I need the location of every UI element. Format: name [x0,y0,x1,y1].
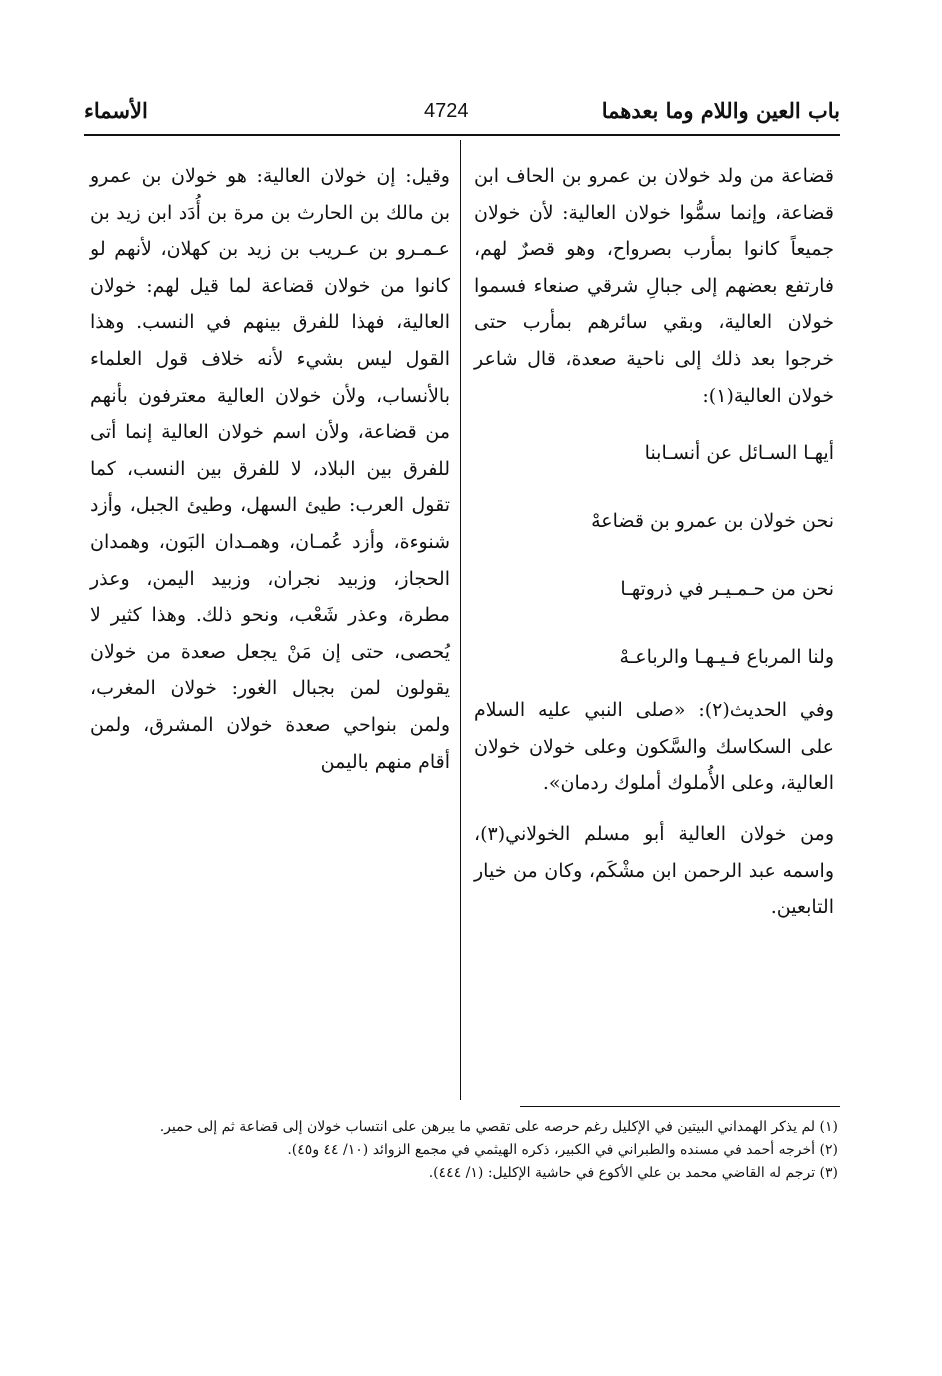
footnotes [88,1116,838,1185]
verse-line-1: أيهـا السـائل عن أنسـابنا [644,442,834,465]
footnote-3: (٣) ترجم له القاضي محمد بن علي الأكوع في حاشية الإكليل: (١/ ٤٤٤). [428,1165,838,1181]
right-paragraph-1: قضاعة من ولد خولان بن عمرو بن الحاف ابن قضاعة، وإنما سمُّوا خولان العالية: لأن خولان جميعاً كانوا بمأرب بصرواح، وهو قصرٌ لهم، فارتفع بعضهم إلى جبالِ شرقي صنعاء فسموا خولان العالية، وبقي سائرهم بمأرب حتى خرجوا بعد ذلك إلى ناحية صعدة، قال شاعر خولان العالية(١): [474,165,834,407]
right-paragraph-2: وفي الحديث(٢): «صلى النبي عليه السلام على السكاسك والسَّكون وعلى خولان خولان العالية، وعلى الأُملوك أملوك ردمان». [474,699,834,795]
page-number: 4724 [424,100,469,122]
running-header [84,98,840,130]
chapter-title: باب العين واللام وما بعدهما [601,98,840,123]
header-divider [84,134,840,136]
verse-line-3: نحن من حـمـيـر في ذروتهـا [620,578,834,601]
right-column [474,158,834,926]
footnote-1: (١) لم يذكر الهمداني البيتين في الإكليل رغم حرصه على تقصي ما يبرهن على انتساب خولان إلى قضاعة ثم إلى حمير. [159,1119,838,1135]
left-column [90,158,450,780]
footnote-2: (٢) أخرجه أحمد في مسنده والطبراني في الكبير، ذكره الهيثمي في مجمع الزوائد (١٠/ ٤٤ و٤٥). [287,1142,838,1158]
verse-line-2: نحن خولان بن عمرو بن قضاعهْ [591,510,834,533]
footnote-divider [520,1106,840,1107]
section-title: الأسماء [84,98,148,123]
column-divider [460,140,461,1100]
verse-line-4: ولنا المرباع فـيـهـا والرباعـهْ [619,646,834,669]
right-paragraph-3: ومن خولان العالية أبو مسلم الخولاني(٣)، واسمه عبد الرحمن ابن مشْكَم، وكان من خيار التابعين. [474,822,834,919]
left-paragraph-1: وقيل: إن خولان العالية: هو خولان بن عمرو بن مالك بن الحارث بن مرة بن أُدَد ابن زيد بن عـمـرو بن عـريب بن زيد بن كهلان، لأنهم لو كانوا من خولان قضاعة لما قيل لهم: خولان العالية، فهذا للفرق بينهم في النسب. وهذا القول ليس بشيء لأنه خلاف قول العلماء بالأنساب، ولأن خولان العالية معترفون بأنهم من قضاعة، ولأن اسم خولان العالية إنما أتى للفرق بين البلاد، لا للفرق بين النسب، كما تقول العرب: طيئ السهل، وطيئ الجبل، وأزد شنوءة، وأزد عُمـان، وهمـدان البَون، وهمدان الحجاز، وزبيد نجران، وزبيد اليمن، وعذر مطرة، وعذر شَعْب، ونحو ذلك. وهذا كثير لا يُحصى، حتى إن مَنْ يجعل صعدة من خولان يقولون لمن بجبال الغور: خولان المغرب، ولمن بنواحي صعدة خولان المشرق، ولمن أقام منهم باليمن [90,165,450,773]
